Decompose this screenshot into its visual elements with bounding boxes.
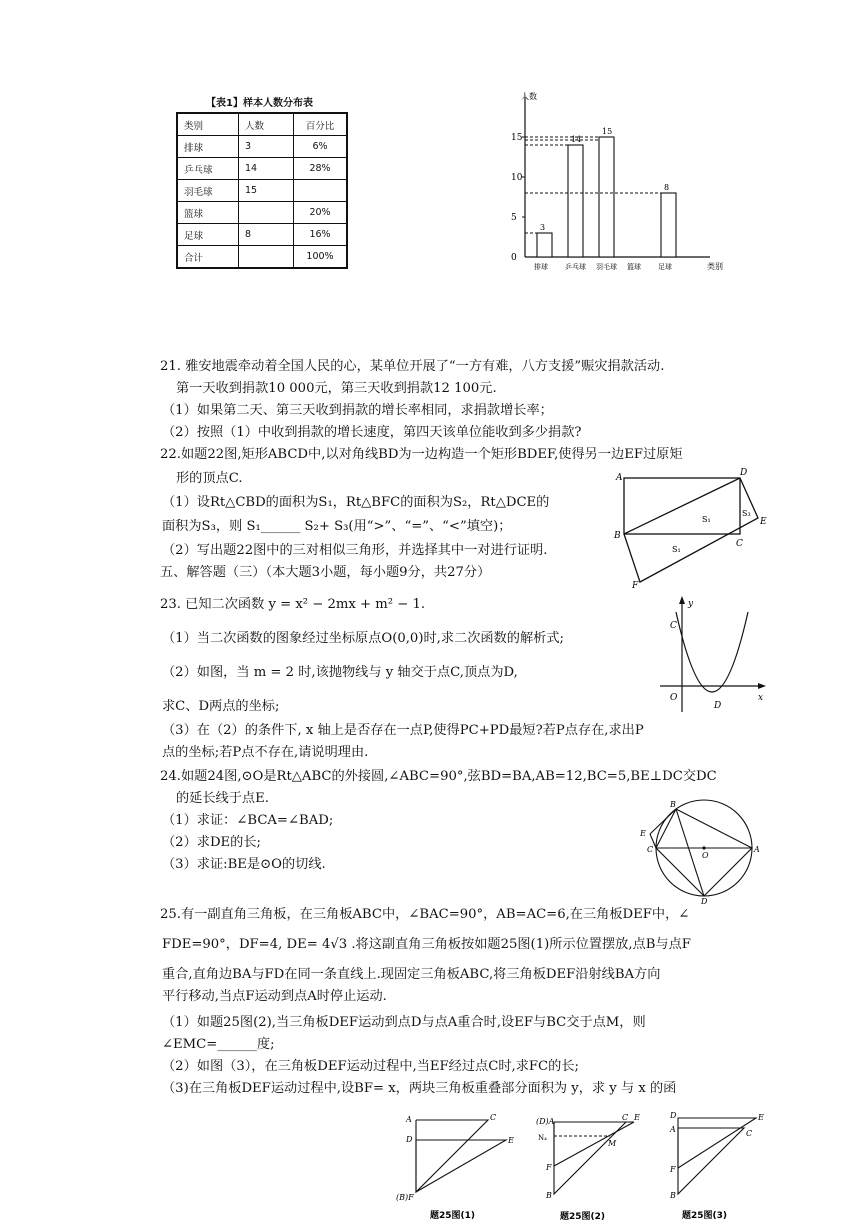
label-bf: (B)F: [396, 1193, 414, 1202]
y-tick-label: 0: [511, 253, 517, 263]
q24-line: 24.如题24图,⊙O是Rt△ABC的外接圆,∠ABC=90°,弦BD=BA,AB=12,BC=5,BE⊥DC交DC: [160, 769, 717, 784]
y-tick-label: 5: [511, 213, 517, 223]
sample-distribution-table: [176, 112, 348, 269]
table-cell: 20%: [294, 202, 348, 224]
table-header-row: [177, 113, 347, 136]
data-label: 14: [571, 135, 582, 144]
table-cell: 28%: [294, 158, 348, 180]
table-cell: 羽毛球: [177, 180, 239, 202]
table-header-cell: 人数: [239, 113, 294, 136]
table-cell: 3: [239, 136, 294, 158]
label-o: O: [670, 693, 678, 703]
figure-caption: 题25图(1): [430, 1211, 476, 1221]
label-f: F: [670, 1165, 676, 1174]
parabola: [676, 612, 748, 692]
q25-figure-1: [394, 1106, 524, 1224]
q25-line: ∠EMC=______度;: [162, 1037, 275, 1052]
label-o: O: [702, 851, 709, 860]
label-s1: S₁: [702, 515, 711, 524]
table-cell: 篮球: [177, 202, 239, 224]
label-e: E: [508, 1136, 514, 1145]
triangle-def: [554, 1122, 634, 1166]
label-e: E: [760, 517, 767, 527]
label-f: F: [632, 581, 639, 591]
bar: [661, 193, 676, 257]
label-a: A: [754, 845, 760, 854]
q21-line: 第一天收到捐款10 000元，第三天收到捐款12 100元.: [176, 381, 497, 396]
table-cell: 16%: [294, 224, 348, 246]
section-heading: 五、解答题（三）（本大题3小题，每小题9分，共27分）: [160, 565, 491, 580]
q22-line: （2）写出题22图中的三对相似三角形，并选择其中一对进行证明.: [162, 543, 548, 558]
q22-figure: [610, 466, 770, 592]
label-s1-lower: S₁: [672, 545, 681, 554]
y-tick-label: 10: [511, 173, 523, 183]
chord-bd: [676, 809, 704, 896]
x-tick-label: 羽毛球: [596, 263, 617, 271]
label-y: y: [688, 599, 694, 609]
table-header-cell: 百分比: [294, 113, 348, 136]
x-tick-label: 排球: [534, 263, 548, 271]
q23-line: 求C、D两点的坐标;: [162, 699, 280, 714]
label-e: E: [640, 829, 646, 838]
label-m: M: [608, 1139, 617, 1148]
table-row: [177, 180, 347, 202]
label-b: B: [670, 1191, 676, 1200]
bar: [537, 233, 552, 257]
q23-line: （1）当二次函数的图象经过坐标原点O(0,0)时,求二次函数的解析式;: [162, 631, 564, 646]
triangle-def: [416, 1140, 506, 1192]
triangle-abc: [678, 1128, 744, 1194]
label-c: C: [647, 845, 654, 854]
diagonal-bd: [624, 478, 740, 534]
x-tick-label: 足球: [658, 263, 672, 271]
label-c: C: [746, 1129, 753, 1138]
table-cell: 100%: [294, 246, 348, 269]
q24-figure: [636, 794, 766, 906]
table-row: [177, 136, 347, 158]
q25-line: （1）如题25图(2),当三角板DEF运动到点D与点A重合时,设EF与BC交于点M，则: [162, 1015, 646, 1030]
x-tick-label: 乒乓球: [565, 263, 586, 271]
q23-line: （3）在（2）的条件下, x 轴上是否存在一点P,使得PC+PD最短?若P点存在,求出P: [162, 723, 644, 738]
q22-line: 22.如题22图,矩形ABCD中,以对角线BD为一边构造一个矩形BDEF,使得另一边EF过原矩: [160, 447, 683, 462]
table-cell: 6%: [294, 136, 348, 158]
q25-figure-3: [662, 1108, 782, 1224]
q22-line: 形的顶点C.: [176, 471, 243, 486]
label-s3: S₃: [742, 509, 751, 518]
table-cell: 合计: [177, 246, 239, 269]
label-e: E: [634, 1113, 640, 1122]
label-d: D: [670, 1111, 677, 1120]
table-title: 【表1】样本人数分布表: [206, 98, 313, 109]
label-c: C: [622, 1113, 629, 1122]
triangle-abc: [416, 1120, 488, 1192]
label-da: (D)A: [536, 1117, 555, 1126]
label-c: C: [670, 621, 677, 631]
label-b: B: [614, 531, 621, 541]
label-b: B: [546, 1191, 552, 1200]
label-c: C: [736, 539, 743, 549]
q24-line: 的延长线于点E.: [176, 791, 269, 806]
label-e: E: [758, 1113, 764, 1122]
q25-line: FDE=90°，DF=4, DE= 4√3 .将这副直角三角板按如题25图(1)所示位置摆放,点B与点F: [162, 937, 691, 952]
table-row: [177, 224, 347, 246]
q24-line: （2）求DE的长;: [162, 835, 261, 850]
table-cell: 8: [239, 224, 294, 246]
label-b: B: [670, 800, 676, 809]
label-d: D: [740, 468, 748, 478]
q23-line: 23. 已知二次函数 y = x² − 2mx + m² − 1.: [160, 597, 426, 612]
table-row: [177, 246, 347, 269]
q23-line: （2）如图，当 m = 2 时,该抛物线与 y 轴交于点C,顶点为D,: [162, 665, 518, 680]
y-axis-label: 人数: [521, 92, 537, 101]
q25-figure-2: [530, 1110, 650, 1224]
table-row: [177, 158, 347, 180]
q22-line: 面积为S₃，则 S₁______ S₂+ S₃(用“>”、“=”、“<”填空)；: [162, 519, 512, 534]
rectangle-bdef: [624, 478, 758, 582]
q22-line: （1）设Rt△CBD的面积为S₁，Rt△BFC的面积为S₂，Rt△DCE的: [162, 495, 550, 510]
label-n: N₄: [538, 1134, 547, 1142]
table-header-cell: 类别: [177, 113, 239, 136]
x-tick-label: 篮球: [627, 263, 641, 271]
bar: [599, 137, 614, 257]
table-cell: [294, 180, 348, 202]
q23-line: 点的坐标;若P点不存在,请说明理由.: [162, 745, 369, 760]
q21-line: （2）按照（1）中收到捐款的增长速度，第四天该单位能收到多少捐款?: [162, 425, 582, 440]
table-cell: 乒乓球: [177, 158, 239, 180]
q24-line: （1）求证：∠BCA=∠BAD;: [162, 813, 334, 828]
label-d: D: [406, 1135, 413, 1144]
q23-figure: [640, 594, 770, 718]
data-label: 3: [540, 223, 546, 232]
label-d: D: [701, 897, 708, 906]
triangle-def: [678, 1118, 756, 1168]
figure-caption: 题25图(2): [560, 1212, 606, 1222]
q21-line: （1）如果第二天、第三天收到捐款的增长率相同，求捐款增长率；: [162, 403, 553, 418]
figure-caption: 题25图(3): [682, 1211, 728, 1221]
data-label: 8: [664, 183, 670, 192]
x-axis-label: 类别: [707, 262, 723, 271]
segment-be: [650, 809, 676, 834]
q25-line: 重合,直角边BA与FD在同一条直线上.现固定三角板ABC,将三角板DEF沿射线BA方向: [162, 967, 661, 982]
label-x: x: [758, 693, 764, 703]
table-cell: 足球: [177, 224, 239, 246]
table-cell: 15: [239, 180, 294, 202]
table-cell: [239, 202, 294, 224]
table-cell: 排球: [177, 136, 239, 158]
q25-line: 平行移动,当点F运动到点A时停止运动.: [162, 989, 387, 1004]
q24-line: （3）求证:BE是⊙O的切线.: [162, 857, 326, 872]
table-cell: 14: [239, 158, 294, 180]
label-a: A: [406, 1115, 412, 1124]
table-cell: [239, 246, 294, 269]
y-tick-label: 15: [511, 133, 523, 143]
label-a: A: [616, 473, 623, 483]
bar: [568, 145, 583, 257]
data-label: 15: [602, 127, 613, 136]
q21-line: 21. 雅安地震牵动着全国人民的心，某单位开展了“一方有难，八方支援”赈灾捐款活动.: [160, 359, 665, 374]
q25-line: 25.有一副直角三角板，在三角板ABC中，∠BAC=90°，AB=AC=6,在三角板DEF中，∠: [160, 907, 690, 922]
q25-line: （3)在三角板DEF运动过程中,设BF= x，两块三角板重叠部分面积为 y，求 y 与 x 的函: [162, 1081, 677, 1096]
table-row: [177, 202, 347, 224]
label-f: F: [546, 1163, 552, 1172]
bar-chart: [495, 85, 725, 275]
q25-line: （2）如图（3），在三角板DEF运动过程中,当EF经过点C时,求FC的长;: [162, 1059, 579, 1074]
label-d: D: [714, 701, 722, 711]
label-a: A: [670, 1125, 676, 1134]
label-c: C: [490, 1113, 497, 1122]
